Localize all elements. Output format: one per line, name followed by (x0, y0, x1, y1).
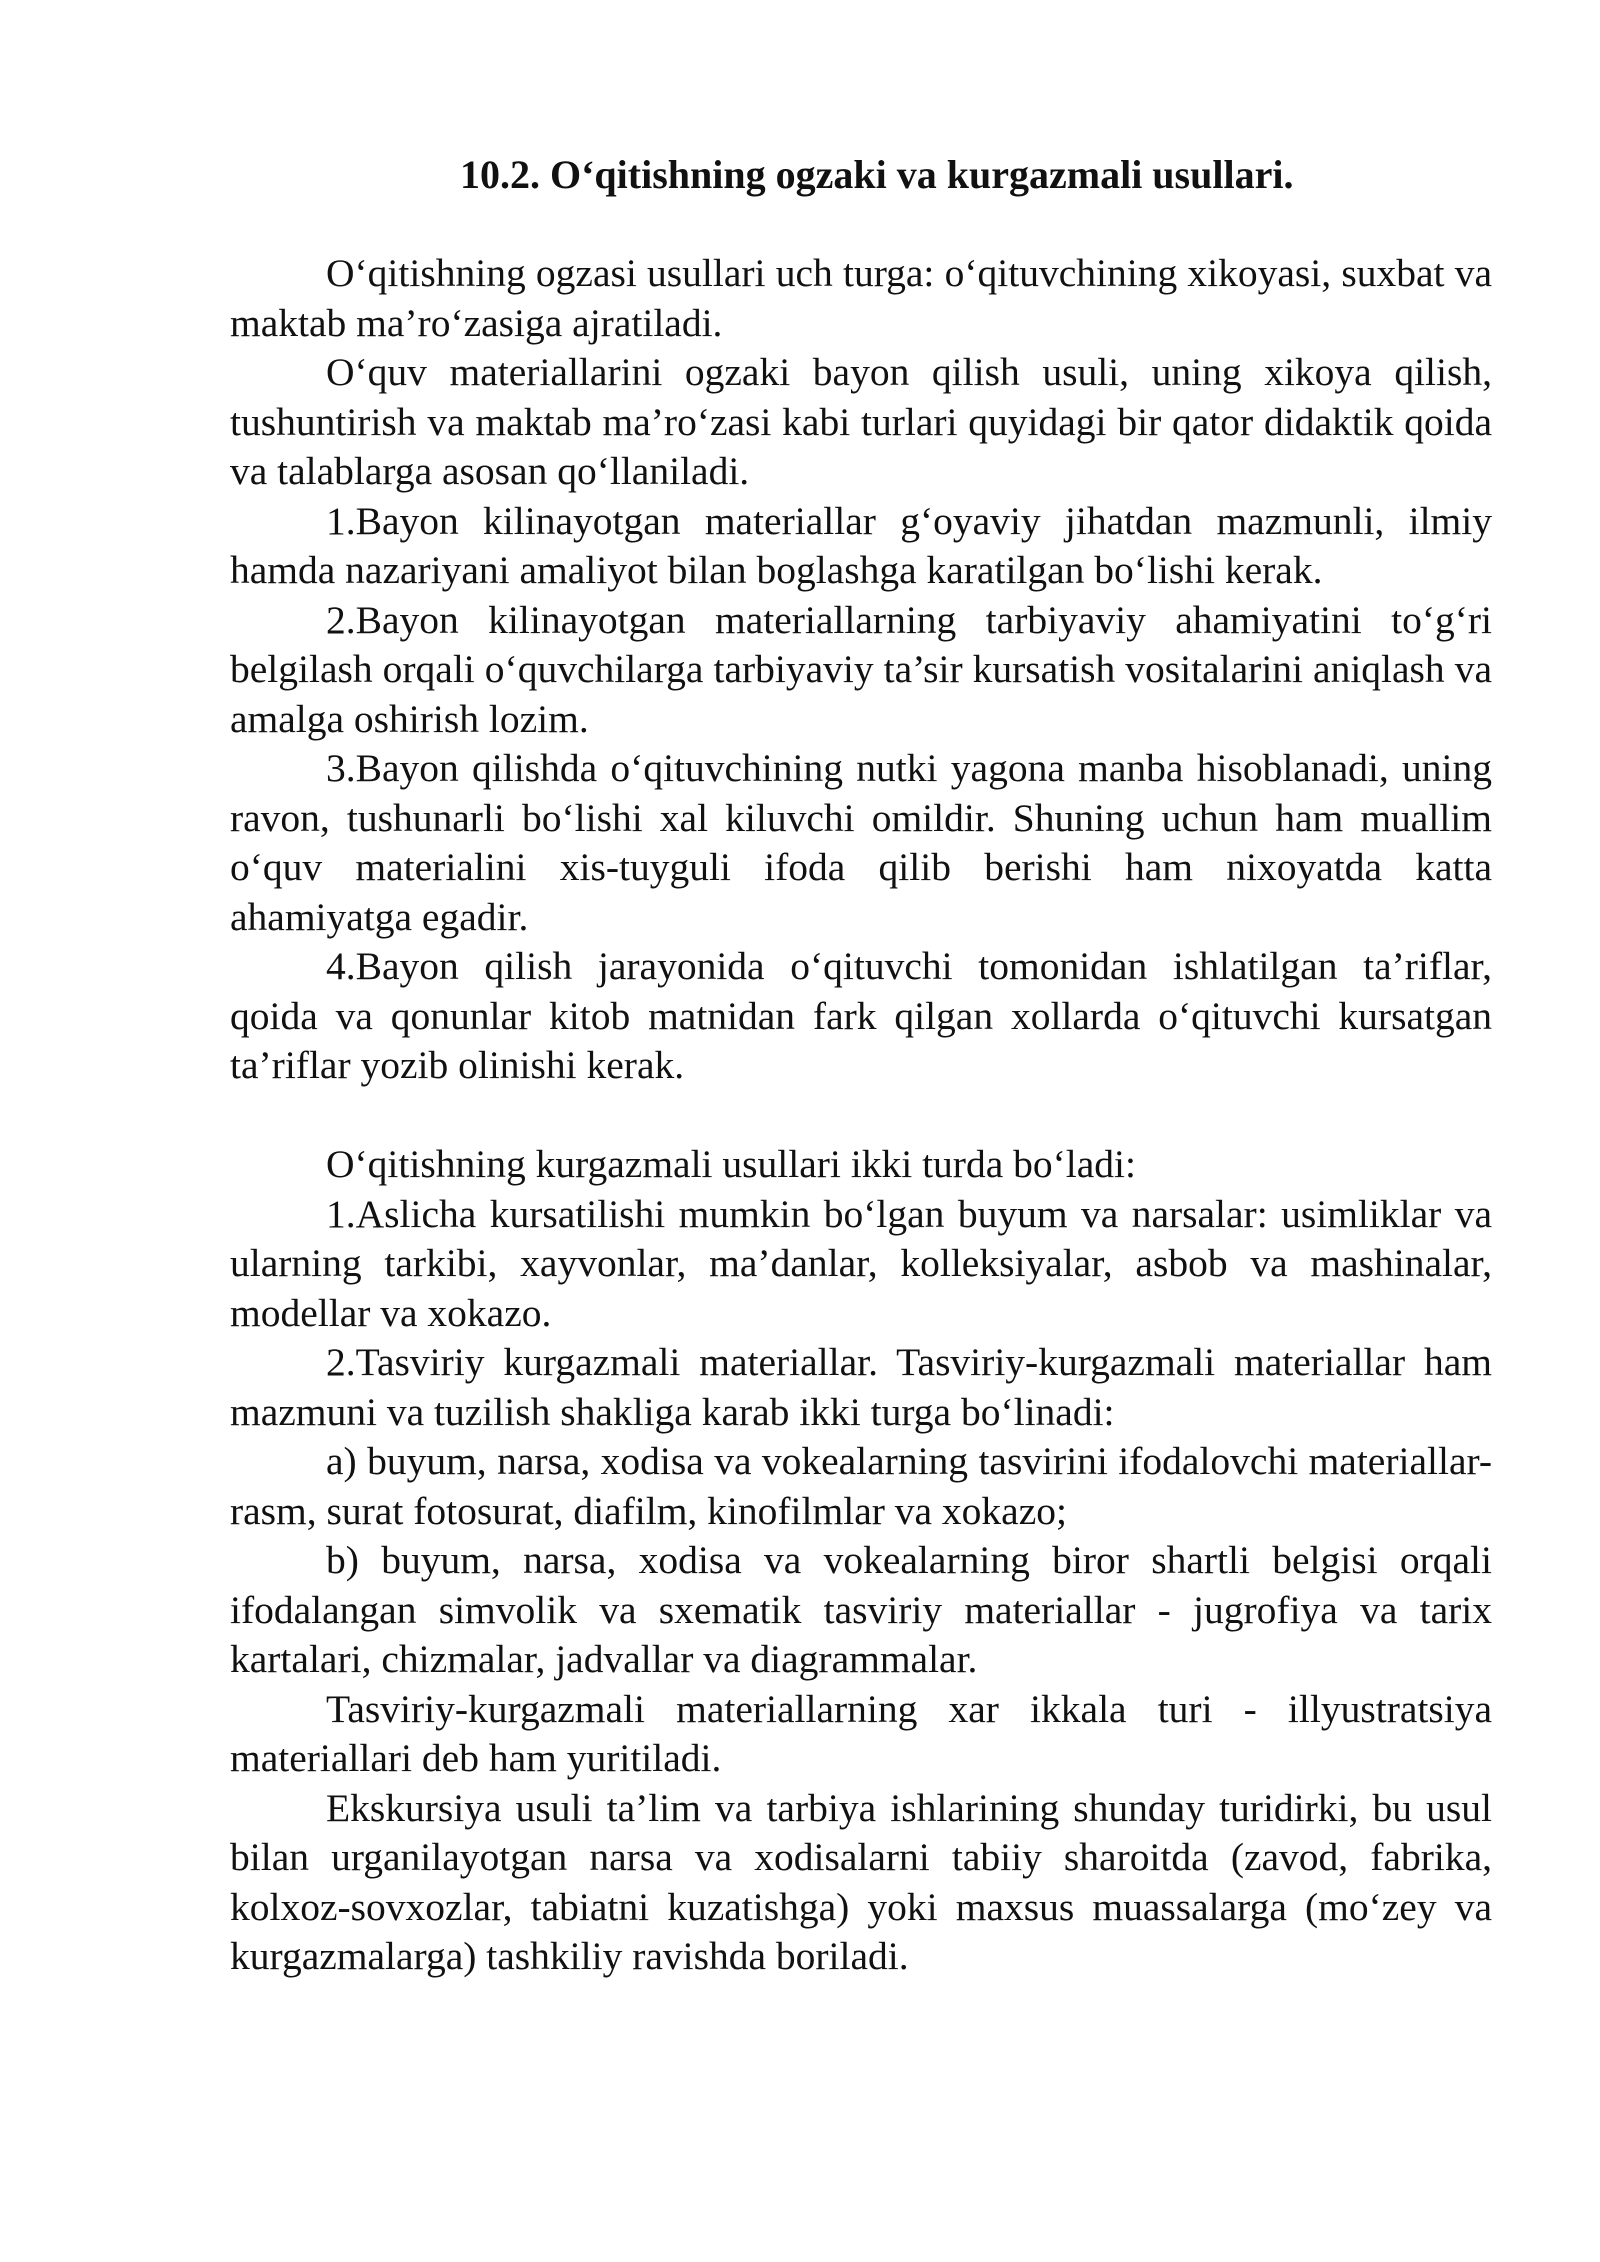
list-item-paragraph: 2.Bayon kilinayotgan materiallarning tarbiyaviy ahamiyatini to‘g‘ri belgilash orqali o‘quvchilarga tarbiyaviy ta’sir kursatish vositalarini aniqlash va amalga oshirish lozim. (230, 597, 1492, 741)
sub-item-paragraph: b) buyum, narsa, xodisa va vokealarning biror shartli belgisi orqali ifodalangan simvolik va sxematik tasviriy materiallar - jugrofiya va tarix kartalari, chizmalar, jadvallar va diagrammalar. (230, 1538, 1492, 1681)
paragraph-gap (230, 1091, 1492, 1141)
paragraph: O‘qitishning kurgazmali usullari ikki turda bo‘ladi: (326, 1142, 1136, 1186)
list-item-paragraph: 4.Bayon qilish jarayonida o‘qituvchi tomonidan ishlatilgan ta’riflar, qoida va qonunlar kitob matnidan fark qilgan xollarda o‘qituvchi kursatgan ta’riflar yozib olinishi kerak. (230, 944, 1492, 1087)
section-heading: 10.2. O‘qitishning ogzaki va kurgazmali usullari. (460, 152, 1294, 197)
list-item-paragraph: 3.Bayon qilishda o‘qituvchining nutki yagona manba hisoblanadi, uning ravon, tushunarli bo‘lishi xal kiluvchi omildir. Shuning uchun ham muallim o‘quv materialini xis-tuyguli ifoda qilib berishi ham nixoyatda katta ahamiyatga egadir. (230, 746, 1492, 939)
paragraph: O‘quv materiallarini ogzaki bayon qilish usuli, uning xikoya qilish, tushuntirish va maktab ma’ro‘zasi kabi turlari quyidagi bir qator didaktik qoida va talablarga asosan qo‘llaniladi. (230, 350, 1492, 493)
paragraph: Ekskursiya usuli ta’lim va tarbiya ishlarining shunday turidirki, bu usul bilan urganilayotgan narsa va xodisalarni tabiiy sharoitda (zavod, fabrika, kolxoz-sovxozlar, tabiatni kuzatishga) yoki maxsus muassalarga (mo‘zey va kurgazmalarga) tashkiliy ravishda boriladi. (230, 1785, 1492, 1978)
paragraph: O‘qitishning ogzasi usullari uch turga: o‘qituvchining xikoyasi, suxbat va maktab ma’ro‘zasiga ajratiladi. (230, 251, 1492, 345)
document-page (230, 150, 1492, 1982)
list-item-paragraph: 1.Aslicha kursatilishi mumkin bo‘lgan buyum va narsalar: usimliklar va ularning tarkibi, xayvonlar, ma’danlar, kolleksiyalar, asbob va mashinalar, modellar va xokazo. (230, 1191, 1492, 1335)
sub-item-paragraph: a) buyum, narsa, xodisa va vokealarning tasvirini ifodalovchi materiallar-rasm, surat fotosurat, diafilm, kinofilmlar va xokazo; (230, 1439, 1492, 1533)
paragraph: Tasviriy-kurgazmali materiallarning xar ikkala turi - illyustratsiya materiallari deb ham yuritiladi. (230, 1686, 1492, 1780)
list-item-paragraph: 2.Tasviriy kurgazmali materiallar. Tasviriy-kurgazmali materiallar ham mazmuni va tuzilish shakliga karab ikki turga bo‘linadi: (230, 1340, 1492, 1434)
list-item-paragraph: 1.Bayon kilinayotgan materiallar g‘oyaviy jihatdan mazmunli, ilmiy hamda nazariyani amaliyot bilan boglashga karatilgan bo‘lishi kerak. (230, 498, 1492, 592)
